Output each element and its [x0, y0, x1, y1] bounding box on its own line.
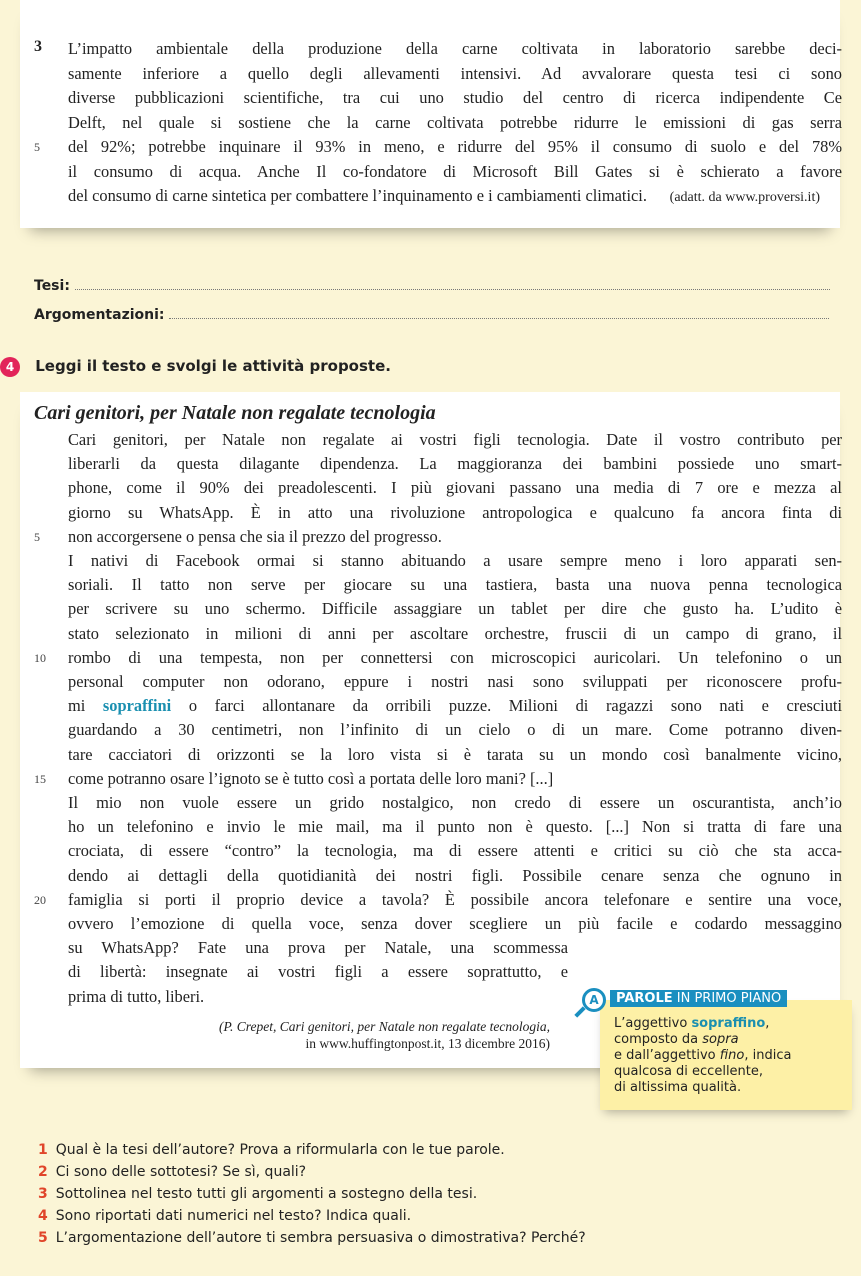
text-line: [68, 912, 842, 936]
line-text: guardando a 30 centimetri, non l’infinito di un cielo o di un mare. Come potranno diven-: [68, 720, 842, 740]
text-row: [68, 936, 568, 960]
question-number: 3: [38, 1186, 48, 1202]
sidebar-text-part: composto da: [614, 1032, 703, 1047]
line-text-cont: o farci allontanare da orribili puzze. Milioni di ragazzi sono nati e cresciuti: [171, 696, 842, 716]
text-row: [68, 111, 842, 135]
highlighted-word: sopraffini: [102, 696, 172, 716]
sidebar-text-part: L’aggettivo: [614, 1016, 692, 1031]
text-line: [68, 573, 842, 597]
question-text: L’argomentazione dell’autore ti sembra persuasiva o dimostrativa? Perché?: [55, 1230, 586, 1246]
text-line: [68, 985, 568, 1009]
question-text: Qual è la tesi dell’autore? Prova a riformularla con le tue parole.: [55, 1142, 505, 1158]
thesis-answer-line[interactable]: [75, 289, 830, 290]
text-line: [68, 428, 842, 452]
text-line: [68, 135, 842, 159]
line-text: Il mio non vuole essere un grido nostalgico, non credo di essere un oscurantista, anch’io: [68, 793, 842, 812]
text-row: [34, 525, 842, 549]
sidebar-title-rest: IN PRIMO PIANO: [672, 991, 782, 1006]
question-number: 1: [38, 1142, 48, 1158]
question-item: [38, 1186, 477, 1202]
source-credit: (adatt. da www.proversi.it): [669, 190, 820, 205]
line-text: rombo di una tempesta, non per connettersi con microscopici auricolari. Un telefonino o un: [68, 647, 842, 667]
line-text: ovvero l’emozione di quella voce, senza dover scegliere un più facile e codardo messaggino: [68, 914, 842, 933]
line-text: personal computer non odorano, eppure i nostri nasi sono sviluppati per riconoscere profu-: [68, 672, 842, 691]
question-text: Sono riportati dati numerici nel testo? Indica quali.: [55, 1208, 412, 1224]
text-row: [68, 960, 568, 984]
line-text: crociata, di essere “contro” la tecnologia, ma di essere attenti e critici su ciò che sta acca-: [68, 841, 842, 861]
text-row: [68, 160, 842, 184]
text-row: [68, 912, 842, 936]
text-line: [68, 791, 842, 815]
text-line: [68, 111, 842, 135]
text-row: [68, 694, 842, 718]
text-line: [68, 476, 842, 500]
line-text: giorno su WhatsApp. È in atto una rivoluzione antropologica e qualcuno fa ancora finta di: [68, 502, 842, 522]
line-text: samente inferiore a quello degli allevamenti intensivi. Ad avvalorare questa tesi ci sono: [68, 63, 842, 83]
text-line: [68, 37, 842, 61]
line-number: 15: [34, 771, 46, 786]
text-row: [68, 573, 842, 597]
line-text: del 92%; potrebbe inquinare il 93% in meno, e ridurre del 95% il consumo di suolo e del 78%: [68, 137, 842, 156]
line-text: non accorgersene o pensa che sia il prezzo del progresso.: [68, 526, 442, 546]
text-row: [68, 743, 842, 767]
sidebar-keyword: sopraffino: [691, 1016, 766, 1031]
question-number: 5: [38, 1230, 48, 1246]
sidebar-text-part: , indica: [744, 1048, 792, 1063]
text-row: [34, 135, 842, 159]
text-line: [68, 839, 842, 863]
text-line: [68, 670, 842, 694]
sidebar-text-part: e dall’aggettivo: [614, 1048, 720, 1063]
text-line: [68, 936, 568, 960]
line-text: famiglia si porti il proprio device a tavola? È possibile ancora telefonare e sentire una voce,: [68, 889, 842, 909]
text-row: [34, 888, 842, 912]
text-row: [68, 815, 842, 839]
text-row: [68, 839, 842, 863]
question-item: [38, 1142, 505, 1158]
line-text: soriali. Il tatto non serve per giocare su una tastiera, basta una nuova penna tecnologica: [68, 575, 842, 595]
line-text: il consumo di acqua. Anche Il co-fondatore di Microsoft Bill Gates si è schierato a favore: [68, 161, 842, 181]
text-line: [68, 694, 842, 718]
arguments-field[interactable]: [34, 307, 834, 323]
line-text: diverse pubblicazioni scientifiche, tra cui uno studio del centro di ricerca indipendente Ce: [68, 88, 842, 107]
thesis-label: Tesi:: [34, 278, 70, 294]
line-text: phone, come il 90% dei preadolescenti. I più giovani passano una media di 7 ore e mezza al: [68, 478, 842, 498]
text-line: [68, 743, 842, 767]
text-line: [68, 86, 842, 110]
sidebar-italic-word: sopra: [702, 1032, 739, 1047]
text-row: [68, 622, 842, 646]
line-text: come potranno osare l’ignoto se è tutto così a portata delle loro mani? [...]: [68, 768, 554, 788]
line-text: stato selezionato in milioni di anni per ascoltare orchestre, fruscii di un campo di grano, il: [68, 623, 842, 643]
sidebar-line: [614, 1016, 791, 1032]
text-row: [34, 646, 842, 670]
text-line: [68, 864, 842, 888]
sidebar-line: [614, 1032, 791, 1048]
line-text: del consumo di carne sintetica per combattere l’inquinamento e i cambiamenti climatici.: [68, 186, 647, 205]
text-line: [68, 452, 842, 476]
text-line: [68, 888, 842, 912]
article-box: [20, 392, 840, 1068]
text-row: [68, 718, 842, 742]
line-text: ho un telefonino e invio le mie mail, ma il punto non è questo. [...] Non si tratta di fare una: [68, 817, 842, 837]
sidebar-text-part: di altissima qualità.: [614, 1080, 742, 1095]
sidebar-line: [614, 1064, 791, 1080]
exercise-number-badge: 4: [0, 357, 20, 377]
sidebar-title-bold: PAROLE: [616, 991, 673, 1006]
line-text: liberarli da questa dilagante dipendenza. La maggioranza dei bambini possiede uno smart-: [68, 454, 842, 474]
sidebar-parole-in-primo-piano: [589, 991, 852, 1110]
citation: [219, 1018, 550, 1052]
question-number: 2: [38, 1164, 48, 1180]
text-line: [68, 815, 842, 839]
sidebar-line: [614, 1080, 791, 1096]
text-line: [68, 160, 842, 184]
article-title: Cari genitori, per Natale non regalate tecnologia: [34, 402, 436, 424]
badge-letter: A: [582, 988, 606, 1012]
line-text: tare cacciatori di orizzonti se la loro vista si è tarata su un mondo così banalmente vicino,: [68, 744, 842, 764]
text-row: [68, 501, 842, 525]
question-item: [38, 1164, 306, 1180]
top-passage-box: [20, 0, 840, 228]
text-line: [68, 960, 568, 984]
line-number: 5: [34, 140, 40, 154]
text-row: [68, 428, 842, 452]
passage-number: 3: [34, 38, 42, 55]
text-line: [68, 646, 842, 670]
question-item: [38, 1230, 586, 1246]
text-row: [68, 864, 842, 888]
text-line: [68, 62, 842, 86]
text-line: [68, 622, 842, 646]
thesis-field[interactable]: [34, 278, 834, 294]
line-text: Delft, nel quale si sostiene che la carne coltivata potrebbe ridurre le emissioni di gas serra: [68, 112, 842, 132]
exercise-header: [0, 357, 391, 377]
line-text: di libertà: insegnate ai vostri figli a essere soprattutto, e: [68, 962, 568, 982]
sidebar-text: [614, 1016, 791, 1096]
text-line: [68, 718, 842, 742]
exercise-instruction: Leggi il testo e svolgi le attività proposte.: [35, 357, 391, 375]
citation-line-2: in www.huffingtonpost.it, 13 dicembre 2016): [305, 1036, 550, 1051]
sidebar-header: [610, 990, 787, 1007]
text-row: [68, 86, 842, 110]
line-text: Cari genitori, per Natale non regalate ai vostri figli tecnologia. Date il vostro contributo per: [68, 430, 842, 449]
line-number: 20: [34, 892, 46, 907]
text-row: [68, 476, 842, 500]
question-number: 4: [38, 1208, 48, 1224]
text-row: [68, 791, 842, 815]
line-text: L’impatto ambientale della produzione della carne coltivata in laboratorio sarebbe deci-: [68, 39, 842, 58]
line-text: I nativi di Facebook ormai si stanno abituando a usare sempre meno i loro apparati sen-: [68, 551, 842, 570]
text-row: [68, 452, 842, 476]
text-row: [68, 62, 842, 86]
line-text: dendo ai dettagli della quotidianità dei nostri figli. Possibile cenare senza che ognuno in: [68, 865, 842, 885]
text-line: [68, 597, 842, 621]
text-line: [68, 549, 842, 573]
text-row: [68, 597, 842, 621]
arguments-answer-line[interactable]: [169, 318, 829, 319]
line-number: 10: [34, 650, 46, 665]
text-row: [68, 670, 842, 694]
question-text: Ci sono delle sottotesi? Se sì, quali?: [55, 1164, 307, 1180]
arguments-label: Argomentazioni:: [34, 307, 165, 323]
line-text: prima di tutto, liberi.: [68, 986, 205, 1006]
line-text: su WhatsApp? Fate una prova per Natale, una scommessa: [68, 938, 568, 958]
text-row: [68, 549, 842, 573]
text-row: [34, 767, 842, 791]
sidebar-text-part: qualcosa di eccellente,: [614, 1064, 764, 1079]
magnifier-icon: [582, 988, 606, 1012]
sidebar-line: [614, 1048, 791, 1064]
sidebar-text-part: ,: [765, 1016, 770, 1031]
sidebar-italic-word: fino: [719, 1048, 745, 1063]
line-text: mi: [68, 696, 103, 716]
text-line: [68, 501, 842, 525]
question-item: [38, 1208, 411, 1224]
text-row: [68, 985, 568, 1009]
question-text: Sottolinea nel testo tutti gli argomenti a sostegno della tesi.: [55, 1186, 478, 1202]
text-line: [68, 767, 842, 791]
line-number: 5: [34, 529, 40, 544]
text-row: [68, 37, 842, 61]
text-line: [68, 525, 842, 549]
citation-line-1: (P. Crepet, Cari genitori, per Natale non regalate tecnologia,: [219, 1019, 550, 1034]
line-text: per scrivere su uno schermo. Difficile assaggiare un tablet per dire che gusto ha. L’udito è: [68, 599, 842, 619]
